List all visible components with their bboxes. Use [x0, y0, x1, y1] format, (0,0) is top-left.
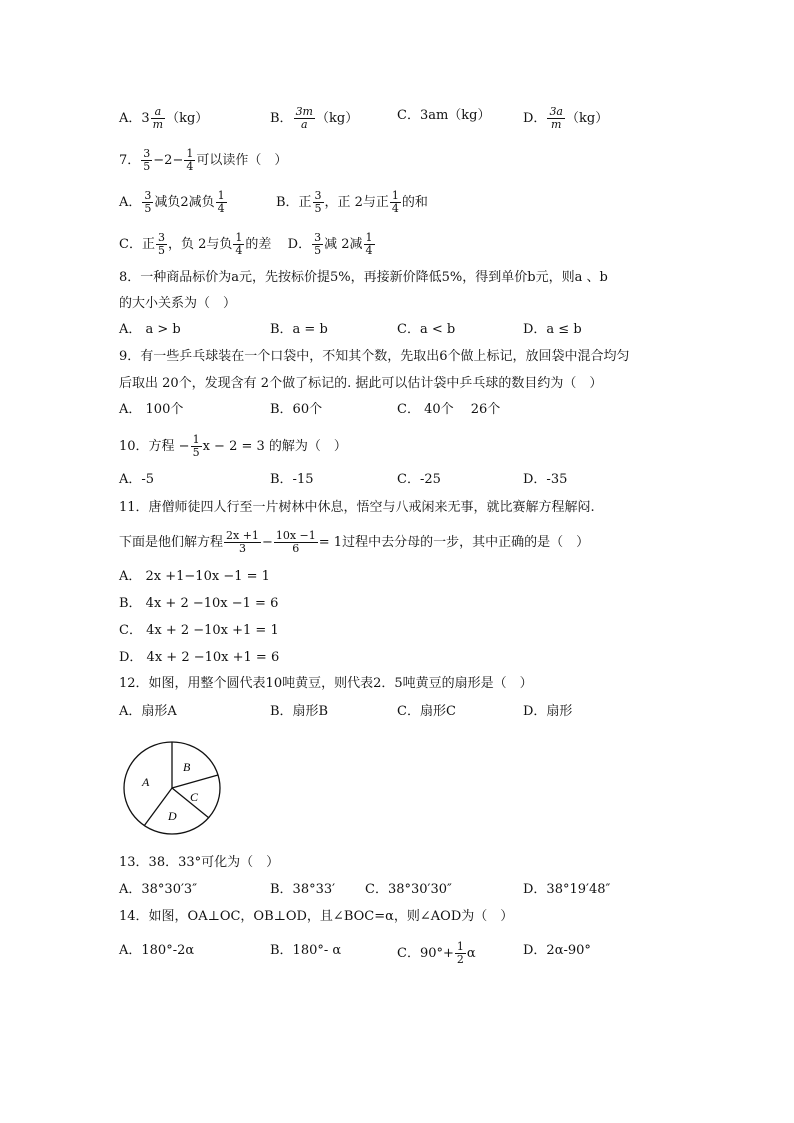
q6-option-a: A．3 $\frac{a}{m}$ （kg）: [119, 105, 209, 131]
q10-option-b: B．-15: [270, 472, 314, 487]
q11-option-c: C． 4x + 2 −10x +1 = 1: [119, 623, 279, 638]
q7-stem: 7． $\frac{3}{5}$ −2− $\frac{1}{4}$ 可以读作（ ）: [119, 147, 288, 173]
q9-stem-line1: 9．有一些乒乓球装在一个口袋中，不知其个数，先取出6个做上标记，放回袋中混合均匀: [119, 349, 630, 364]
q8-option-a: A． a > b: [119, 322, 181, 337]
q6-option-c: C．3am（kg）: [397, 108, 491, 123]
q9-option-a: A． 100个: [119, 402, 184, 417]
q11-stem-line1: 11．唐僧师徒四人行至一片树林中休息，悟空与八戒闲来无事，就比赛解方程解闷.: [119, 500, 595, 515]
q14-option-b: B．180°- α: [270, 943, 342, 958]
q6-option-d: D． $\frac{3a}{m}$ （kg）: [523, 105, 609, 131]
pie-label-d: D: [168, 809, 177, 823]
q9-stem-line2: 后取出 20个，发现含有 2个做了标记的. 据此可以估计袋中乒乓球的数目约为（ ）: [119, 376, 603, 391]
q8-option-c: C．a < b: [397, 322, 456, 337]
q12-option-d: D．扇形: [523, 704, 573, 719]
pie-label-b: B: [183, 760, 191, 774]
q12-option-b: B．扇形B: [270, 704, 329, 719]
q9-option-b: B．60个: [270, 402, 323, 417]
q9-option-c: C． 40个 26个: [397, 402, 501, 417]
q10-option-d: D．-35: [523, 472, 568, 487]
q7-options-cd: C．正 $\frac{3}{5}$ ，负 2与负 $\frac{1}{4}$ 的差 D． $\frac{3}{5}$ 减 2减 $\frac{1}{4}$: [119, 231, 373, 257]
q11-option-a: A． 2x +1−10x −1 = 1: [119, 569, 270, 584]
q13-option-c: C．38°30′30″: [365, 882, 452, 897]
q13-option-d: D．38°19′48″: [523, 882, 611, 897]
q13-stem: 13．38．33°可化为（ ）: [119, 855, 280, 870]
q14-stem: 14．如图，OA⊥OC，OB⊥OD，且∠BOC=α，则∠AOD为（ ）: [119, 909, 514, 924]
q14-option-a: A．180°-2α: [119, 943, 195, 958]
q8-option-d: D．a ≤ b: [523, 322, 582, 337]
q12-option-c: C．扇形C: [397, 704, 456, 719]
pie-divider-right: [172, 775, 218, 788]
q13-option-b: B．38°33′: [270, 882, 336, 897]
q13-option-a: A．38°30′3″: [119, 882, 198, 897]
q8-stem-line1: 8．一种商品标价为a元，先按标价提5%，再接新价降低5%，得到单价b元，则a 、b: [119, 270, 608, 285]
q10-option-c: C．-25: [397, 472, 441, 487]
q7-options-ab: A． $\frac{3}{5}$ 减负2减负 $\frac{1}{4}$ B．正 $\frac{3}{5}$ ，正 2与正 $\frac{1}{4}$ 的和: [119, 189, 428, 215]
q8-option-b: B．a = b: [270, 322, 328, 337]
q11-option-d: D． 4x + 2 −10x +1 = 6: [119, 650, 280, 665]
q11-stem-line2: 下面是他们解方程 $\frac{2x +1}{3}$ − $\frac{10x -1}{6}$ = 1过程中去分母的一步，其中正确的是（ ）: [119, 529, 590, 555]
pie-label-a: A: [142, 775, 150, 789]
pie-diagram: [120, 740, 224, 836]
q14-option-c: C．90°+ $\frac{1}{2}$ α: [397, 940, 476, 966]
pie-label-c: C: [190, 790, 199, 804]
q8-stem-line2: 的大小关系为（ ）: [119, 296, 237, 311]
q10-option-a: A．-5: [119, 472, 155, 487]
q12-option-a: A．扇形A: [119, 704, 177, 719]
q12-stem: 12．如图，用整个圆代表10吨黄豆，则代表2．5吨黄豆的扇形是（ ）: [119, 676, 533, 691]
q10-stem: 10．方程 − $\frac{1}{5}$ x − 2 = 3 的解为（ ）: [119, 433, 347, 459]
q14-option-d: D．2α-90°: [523, 943, 591, 958]
q6-option-b: B． $\frac{3m}{a}$ （kg）: [270, 105, 359, 131]
q11-option-b: B． 4x + 2 −10x −1 = 6: [119, 596, 279, 611]
